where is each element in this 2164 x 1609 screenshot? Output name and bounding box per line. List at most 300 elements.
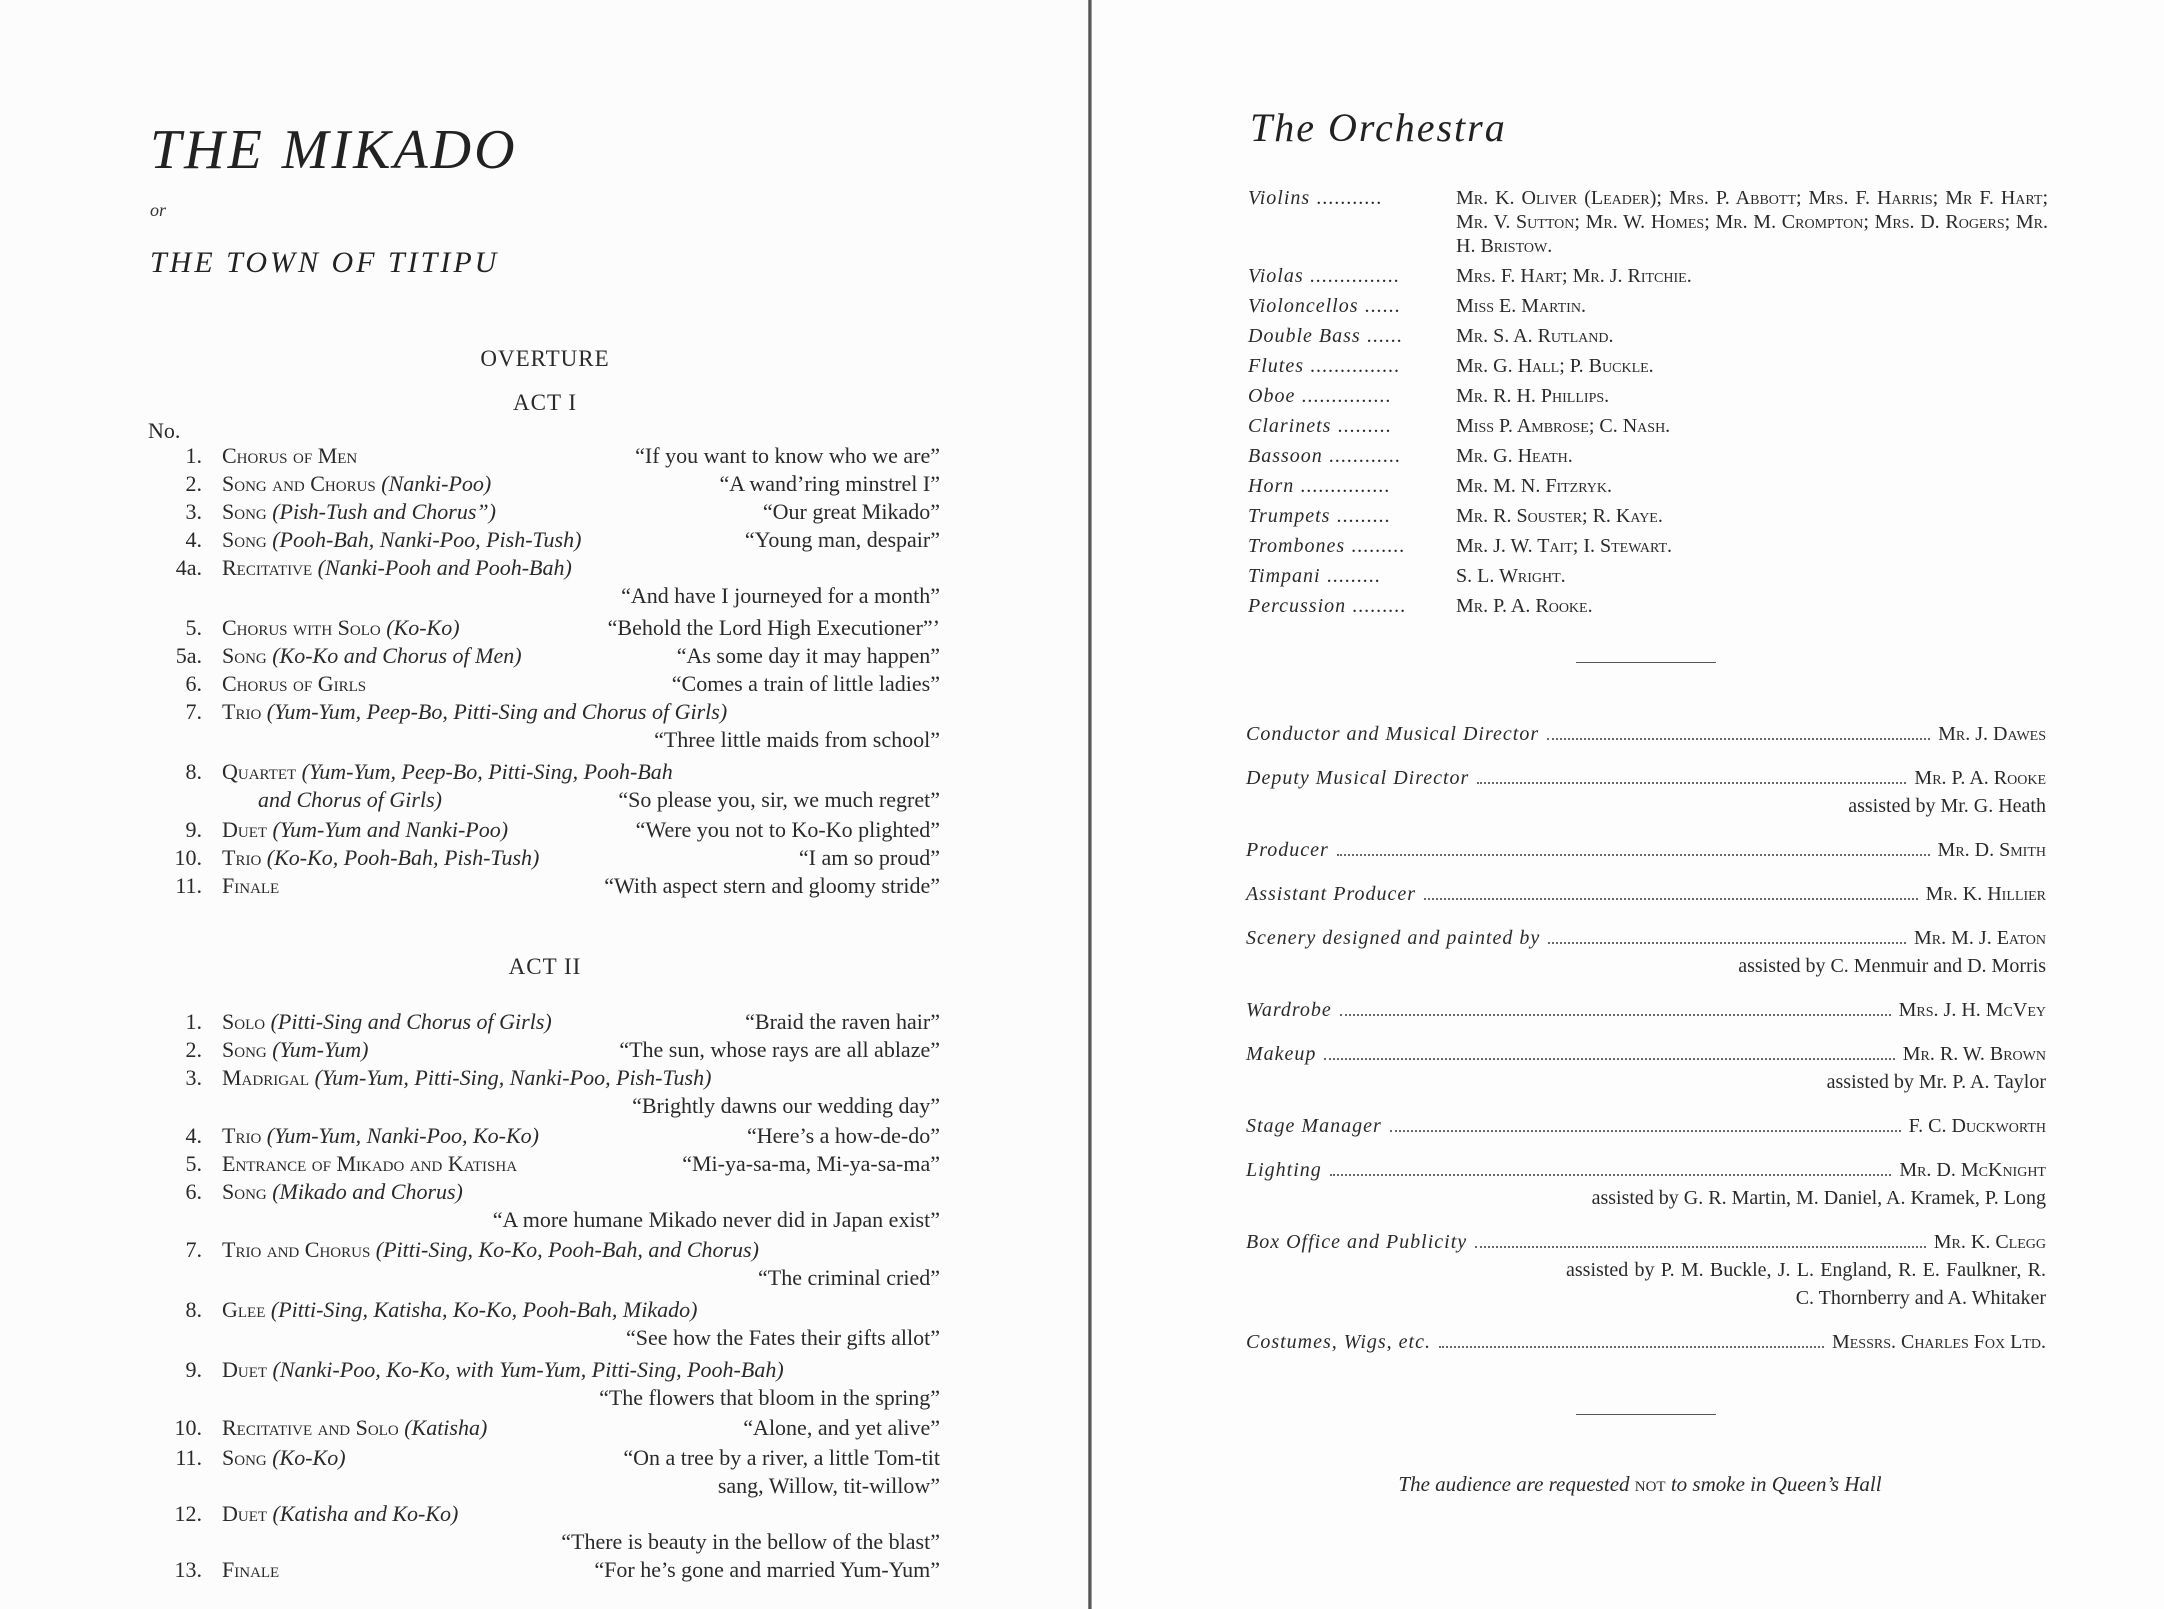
orchestra-section xyxy=(1248,384,1456,408)
credit-entry xyxy=(1246,1156,2046,1212)
orchestra-section xyxy=(1248,186,1456,258)
act1-heading: ACT I xyxy=(513,390,577,415)
item-body xyxy=(222,1150,940,1178)
credit-role: Assistant Producer xyxy=(1246,883,1417,905)
orchestra-title: The Orchestra xyxy=(1250,105,1507,150)
item-description xyxy=(222,1500,458,1528)
item-type: Trio xyxy=(222,845,262,870)
item-body xyxy=(222,1236,940,1292)
item-type: Entrance of Mikado and Katisha xyxy=(222,1151,518,1176)
credit-role: Scenery designed and painted by xyxy=(1246,927,1541,949)
item-body xyxy=(222,470,940,498)
orchestra-section xyxy=(1248,534,1456,558)
item-number: 11. xyxy=(175,1445,202,1470)
item-type: Song xyxy=(222,527,267,552)
item-row xyxy=(222,1528,940,1556)
item-song-title: “As some day it may happen” xyxy=(676,643,940,668)
list-item xyxy=(150,844,940,872)
leader-dots xyxy=(1547,738,1930,740)
list-item xyxy=(150,1150,940,1178)
list-item xyxy=(150,614,940,642)
list-item xyxy=(150,1008,940,1036)
list-item xyxy=(150,1122,940,1150)
section-players: Mr. G. Hall; P. Buckle. xyxy=(1456,355,1654,377)
credit-role: Conductor and Musical Director xyxy=(1246,723,1540,745)
credit-entry xyxy=(1246,1112,2046,1140)
leader-dots xyxy=(1475,1246,1926,1248)
item-number: 6. xyxy=(185,671,202,696)
orchestra-row xyxy=(1248,294,2048,318)
item-song-title: “For he’s gone and married Yum-Yum” xyxy=(594,1557,940,1582)
item-description xyxy=(222,442,357,470)
item-performers: (Pitti-Sing and Chorus of Girls) xyxy=(270,1009,552,1034)
leader-dots xyxy=(1340,1014,1891,1016)
item-number: 11. xyxy=(175,873,202,898)
credit-role: Lighting xyxy=(1246,1159,1322,1181)
item-number: 12. xyxy=(174,1501,202,1526)
item-number: 2. xyxy=(185,1037,202,1062)
smoking-notice xyxy=(1240,1472,2040,1497)
item-description xyxy=(222,642,522,670)
item-type: Madrigal xyxy=(222,1065,310,1090)
item-number: 7. xyxy=(185,1237,202,1262)
credit-entry xyxy=(1246,720,2046,748)
item-number: 7. xyxy=(185,699,202,724)
item-row xyxy=(222,1264,940,1292)
item-number: 1. xyxy=(185,1009,202,1034)
item-number: 4a. xyxy=(175,555,202,580)
credit-line xyxy=(1246,1040,2046,1068)
item-song-title: “A more humane Mikado never did in Japan exist” xyxy=(492,1207,940,1232)
item-description xyxy=(222,670,366,698)
item-description xyxy=(222,1296,697,1324)
credit-role: Makeup xyxy=(1246,1043,1317,1065)
list-item xyxy=(150,758,940,814)
item-performers: (Ko-Ko, Pooh-Bah, Pish-Tush) xyxy=(266,845,540,870)
orchestra-section xyxy=(1248,414,1456,438)
item-type: Chorus of Girls xyxy=(222,671,367,696)
item-song-title: “Alone, and yet alive” xyxy=(743,1415,940,1440)
item-description xyxy=(222,1556,279,1584)
item-number: 5a. xyxy=(175,643,202,668)
item-performers: (Ko-Ko) xyxy=(272,1445,346,1470)
item-row xyxy=(222,1324,940,1352)
item-performers: (Yum-Yum, Pitti-Sing, Nanki-Poo, Pish-Tush) xyxy=(314,1065,712,1090)
item-body xyxy=(222,442,940,470)
item-row xyxy=(222,554,940,582)
orchestra-row xyxy=(1248,324,2048,348)
item-type: Quartet xyxy=(222,759,297,784)
item-number: 5. xyxy=(185,615,202,640)
list-item xyxy=(150,670,940,698)
item-song-title: “Our great Mikado” xyxy=(762,499,940,524)
item-row xyxy=(222,470,940,498)
credit-name: Mr. M. J. Eaton xyxy=(1914,927,2046,949)
item-description xyxy=(222,758,673,786)
item-type: Trio and Chorus xyxy=(222,1237,371,1262)
item-performers: (Pish-Tush and Chorus”) xyxy=(272,499,496,524)
item-description xyxy=(222,698,727,726)
credit-line xyxy=(1246,720,2046,748)
item-song-title: “Three little maids from school” xyxy=(654,727,940,752)
orchestra-row xyxy=(1248,504,2048,528)
orchestra-row xyxy=(1248,264,2048,288)
item-number: 3. xyxy=(185,499,202,524)
orchestra-row xyxy=(1248,564,2048,588)
section-players: Mr. M. N. Fitzryk. xyxy=(1456,475,1613,497)
item-row xyxy=(222,1036,940,1064)
item-row xyxy=(222,1122,940,1150)
credit-entry xyxy=(1246,996,2046,1024)
item-body xyxy=(222,698,940,754)
item-body xyxy=(222,758,940,814)
item-body xyxy=(222,1414,940,1442)
list-item xyxy=(150,1064,940,1120)
item-type: Trio xyxy=(222,1123,262,1148)
item-type: Glee xyxy=(222,1297,266,1322)
item-body xyxy=(222,816,940,844)
credit-line xyxy=(1246,924,2046,952)
leader-dots xyxy=(1337,854,1930,856)
item-description xyxy=(222,498,496,526)
credit-line xyxy=(1246,764,2046,792)
item-body xyxy=(222,614,940,642)
item-description xyxy=(222,526,581,554)
page-title: THE MIKADO xyxy=(150,119,518,181)
orchestra-section xyxy=(1248,324,1456,348)
item-row xyxy=(222,1064,940,1092)
list-item xyxy=(150,442,940,470)
item-number: 10. xyxy=(174,1415,202,1440)
item-row xyxy=(222,726,940,754)
item-body xyxy=(222,844,940,872)
leader-dots: ...... xyxy=(1358,295,1401,317)
orchestra-section xyxy=(1248,594,1456,618)
orchestra-section xyxy=(1248,504,1456,528)
item-row xyxy=(222,872,940,900)
item-row xyxy=(222,1384,940,1412)
section-name: Horn xyxy=(1248,475,1295,497)
item-row xyxy=(222,844,940,872)
item-type: Song xyxy=(222,643,267,668)
item-description xyxy=(222,844,539,872)
orchestra-row xyxy=(1248,354,2048,378)
item-performers: (Nanki-Poo) xyxy=(381,471,492,496)
section-players: S. L. Wright. xyxy=(1456,565,1566,587)
item-type: Duet xyxy=(222,1357,268,1382)
item-body xyxy=(222,670,940,698)
orchestra-row xyxy=(1248,474,2048,498)
credit-assistants: assisted by Mr. G. Heath xyxy=(1848,795,2046,817)
item-number: 5. xyxy=(185,1151,202,1176)
list-item xyxy=(150,1296,940,1352)
notice-text-end: to smoke in Queen’s Hall xyxy=(1665,1472,1882,1496)
credit-entry xyxy=(1246,1040,2046,1096)
item-body xyxy=(222,554,940,610)
leader-dots: ......... xyxy=(1330,505,1391,527)
item-type: Chorus of Men xyxy=(222,443,358,468)
item-type: Recitative and Solo xyxy=(222,1415,399,1440)
credit-name: Mr. D. Smith xyxy=(1937,839,2046,861)
leader-dots: ......... xyxy=(1345,535,1406,557)
orchestra-section xyxy=(1248,264,1456,288)
overture-heading: OVERTURE xyxy=(480,346,610,371)
section-name: Clarinets xyxy=(1248,415,1332,437)
credit-role: Wardrobe xyxy=(1246,999,1332,1021)
list-item xyxy=(150,1500,940,1556)
item-row xyxy=(222,642,940,670)
item-description xyxy=(222,1356,784,1384)
item-description xyxy=(222,872,279,900)
list-item xyxy=(150,1036,940,1064)
item-description xyxy=(222,1178,463,1206)
act1-list xyxy=(150,442,940,900)
item-performers: (Pooh-Bah, Nanki-Poo, Pish-Tush) xyxy=(272,527,582,552)
item-type: Trio xyxy=(222,699,262,724)
item-song-title: “The criminal cried” xyxy=(757,1265,940,1290)
item-song-title: “So please you, sir, we much regret” xyxy=(618,787,940,812)
item-row xyxy=(222,1236,940,1264)
credit-name: Mr. J. Dawes xyxy=(1938,723,2046,745)
item-song-title: “With aspect stern and gloomy stride” xyxy=(604,873,940,898)
item-number: 2. xyxy=(185,471,202,496)
item-row xyxy=(222,498,940,526)
credit-role: Stage Manager xyxy=(1246,1115,1382,1137)
section-players: Mr. S. A. Rutland. xyxy=(1456,325,1614,347)
section-name: Trumpets xyxy=(1248,505,1331,527)
leader-dots: ............... xyxy=(1295,385,1392,407)
item-type: Duet xyxy=(222,817,268,842)
item-song-title: “Mi-ya-sa-ma, Mi-ya-sa-ma” xyxy=(682,1151,940,1176)
item-performers: (Ko-Ko and Chorus of Men) xyxy=(272,643,522,668)
item-song-title: “The sun, whose rays are all ablaze” xyxy=(619,1037,940,1062)
item-row xyxy=(222,1414,940,1442)
credit-assistants: assisted by G. R. Martin, M. Daniel, A. Kramek, P. Long xyxy=(1591,1187,2046,1209)
item-type: Song xyxy=(222,1445,267,1470)
leader-dots: ......... xyxy=(1320,565,1381,587)
item-body xyxy=(222,1500,940,1556)
item-performers: (Pitti-Sing, Katisha, Ko-Ko, Pooh-Bah, Mikado) xyxy=(270,1297,698,1322)
credit-entry xyxy=(1246,836,2046,864)
credit-role: Box Office and Publicity xyxy=(1246,1231,1468,1253)
item-performers: (Katisha) xyxy=(404,1415,488,1440)
credit-line xyxy=(1246,1112,2046,1140)
leader-dots xyxy=(1324,1058,1894,1060)
item-song-title: “Braid the raven hair” xyxy=(745,1009,940,1034)
section-players: Mr. R. Souster; R. Kaye. xyxy=(1456,505,1663,527)
subtitle: THE TOWN OF TITIPU xyxy=(150,246,500,279)
orchestra-section xyxy=(1248,474,1456,498)
section-name: Timpani xyxy=(1248,565,1321,587)
orchestra-section xyxy=(1248,294,1456,318)
leader-dots: ...... xyxy=(1360,325,1403,347)
item-row xyxy=(222,1178,940,1206)
item-number: 9. xyxy=(185,817,202,842)
item-number: 8. xyxy=(185,1297,202,1322)
credit-role: Producer xyxy=(1246,839,1329,861)
item-row xyxy=(222,1296,940,1324)
item-type: Chorus with Solo xyxy=(222,615,381,640)
credit-assistants: assisted by Mr. P. A. Taylor xyxy=(1826,1071,2046,1093)
item-performers: (Yum-Yum, Nanki-Poo, Ko-Ko) xyxy=(266,1123,539,1148)
item-body xyxy=(222,1008,940,1036)
item-number: 6. xyxy=(185,1179,202,1204)
item-row xyxy=(222,786,940,814)
list-item xyxy=(150,1444,940,1500)
item-song-title: “A wand’ring minstrel I” xyxy=(719,471,940,496)
notice-text: The audience are requested xyxy=(1398,1472,1635,1496)
section-players: Mrs. F. Hart; Mr. J. Ritchie. xyxy=(1456,265,1692,287)
credit-entry xyxy=(1246,880,2046,908)
section-name: Bassoon xyxy=(1248,445,1323,467)
item-type: Duet xyxy=(222,1501,268,1526)
item-description xyxy=(222,1008,552,1036)
orchestra-list xyxy=(1248,186,2048,624)
credit-name: Mr. R. W. Brown xyxy=(1902,1043,2046,1065)
item-song-title: “See how the Fates their gifts allot” xyxy=(625,1325,940,1350)
item-song-title: “And have I journeyed for a month” xyxy=(621,583,940,608)
item-row xyxy=(222,1356,940,1384)
item-type: Finale xyxy=(222,1557,280,1582)
item-body xyxy=(222,1178,940,1234)
credit-name: Messrs. Charles Fox Ltd. xyxy=(1831,1331,2046,1353)
section-name: Violoncellos xyxy=(1248,295,1359,317)
list-item xyxy=(150,1414,940,1442)
orchestra-row xyxy=(1248,186,2048,258)
item-number: 3. xyxy=(185,1065,202,1090)
item-body xyxy=(222,642,940,670)
list-item xyxy=(150,554,940,610)
credit-name: Mr. P. A. Rooke xyxy=(1914,767,2046,789)
item-performers: (Nanki-Pooh and Pooh-Bah) xyxy=(317,555,572,580)
notice-emphasis: not xyxy=(1634,1472,1666,1496)
item-performers: (Katisha and Ko-Ko) xyxy=(272,1501,459,1526)
item-performers: (Mikado and Chorus) xyxy=(272,1179,463,1204)
orchestra-section xyxy=(1248,444,1456,468)
item-row xyxy=(222,1500,940,1528)
list-item xyxy=(150,1178,940,1234)
item-body xyxy=(222,1122,940,1150)
leader-dots xyxy=(1548,942,1906,944)
item-performers: (Yum-Yum, Peep-Bo, Pitti-Sing, Pooh-Bah xyxy=(301,759,673,784)
item-row xyxy=(222,1092,940,1120)
credit-line xyxy=(1246,1156,2046,1184)
item-performers: (Ko-Ko) xyxy=(386,615,460,640)
credit-name: Mrs. J. H. McVey xyxy=(1898,999,2046,1021)
leader-dots xyxy=(1390,1130,1901,1132)
credit-entry xyxy=(1246,764,2046,820)
list-item xyxy=(150,698,940,754)
section-players: Mr. K. Oliver (Leader); Mrs. P. Abbott; Mrs. F. Harris; Mr F. Hart; Mr. V. Sutton; Mr. W. Homes; Mr. M. Crompton; Mrs. D. Rogers; Mr. H. Bristow. xyxy=(1456,187,2048,257)
item-performers: (Nanki-Poo, Ko-Ko, with Yum-Yum, Pitti-Sing, Pooh-Bah) xyxy=(272,1357,784,1382)
item-type: Recitative xyxy=(222,555,313,580)
credit-name: Mr. D. McKnight xyxy=(1899,1159,2046,1181)
leader-dots: ......... xyxy=(1331,415,1392,437)
leader-dots xyxy=(1330,1174,1892,1176)
orchestra-section xyxy=(1248,564,1456,588)
item-song-title: “Behold the Lord High Executioner”’ xyxy=(607,615,940,640)
item-body xyxy=(222,872,940,900)
section-players: Mr. P. A. Rooke. xyxy=(1456,595,1593,617)
section-name: Percussion xyxy=(1248,595,1347,617)
list-item xyxy=(150,498,940,526)
item-row xyxy=(222,816,940,844)
credit-assistants: assisted by P. M. Buckle, J. L. England, R. E. Faulkner, R. C. Thornberry and A. Whitaker xyxy=(1566,1259,2046,1309)
item-description xyxy=(222,554,572,582)
item-performers: (Pitti-Sing, Ko-Ko, Pooh-Bah, and Chorus) xyxy=(375,1237,759,1262)
credit-line xyxy=(1246,1228,2046,1256)
item-number: 9. xyxy=(185,1357,202,1382)
item-body xyxy=(222,526,940,554)
list-item xyxy=(150,526,940,554)
section-players: Mr. J. W. Tait; I. Stewart. xyxy=(1456,535,1673,557)
item-song-title: “On a tree by a river, a little Tom-tit sang, Willow, tit-willow” xyxy=(623,1445,940,1498)
item-body xyxy=(222,1556,940,1584)
credit-entry xyxy=(1246,1228,2046,1312)
item-number: 1. xyxy=(185,443,202,468)
item-number: 8. xyxy=(185,759,202,784)
item-performers: and Chorus of Girls) xyxy=(258,787,442,812)
item-row xyxy=(222,1444,940,1500)
item-song-title: “There is beauty in the bellow of the blast” xyxy=(561,1529,940,1554)
credit-line xyxy=(1246,1328,2046,1356)
item-song-title: “Brightly dawns our wedding day” xyxy=(632,1093,940,1118)
leader-dots: ............ xyxy=(1322,445,1401,467)
orchestra-row xyxy=(1248,594,2048,618)
item-row xyxy=(222,1556,940,1584)
item-song-title: “Here’s a how-de-do” xyxy=(746,1123,940,1148)
item-number: 13. xyxy=(174,1557,202,1582)
orchestra-row xyxy=(1248,444,2048,468)
section-players: Miss E. Martin. xyxy=(1456,295,1586,317)
item-body xyxy=(222,498,940,526)
credit-line xyxy=(1246,880,2046,908)
item-song-title: “I am so proud” xyxy=(798,845,940,870)
item-description xyxy=(222,816,508,844)
item-row xyxy=(222,1150,940,1178)
item-row xyxy=(222,1206,940,1234)
item-description xyxy=(222,470,491,498)
leader-dots: ......... xyxy=(1346,595,1407,617)
item-description xyxy=(222,1150,517,1178)
act2-heading: ACT II xyxy=(508,954,582,979)
item-type: Song xyxy=(222,1179,267,1204)
credit-role: Deputy Musical Director xyxy=(1246,767,1470,789)
item-body xyxy=(222,1036,940,1064)
credit-role: Costumes, Wigs, etc. xyxy=(1246,1331,1431,1353)
orchestra-row xyxy=(1248,534,2048,558)
item-row xyxy=(222,1008,940,1036)
item-performers: (Yum-Yum, Peep-Bo, Pitti-Sing and Chorus of Girls) xyxy=(266,699,728,724)
leader-dots: ........... xyxy=(1310,187,1383,209)
credits-list xyxy=(1246,720,2046,1372)
item-description xyxy=(222,1064,711,1092)
section-players: Mr. G. Heath. xyxy=(1456,445,1573,467)
item-description xyxy=(222,1122,539,1150)
item-type: Finale xyxy=(222,873,280,898)
item-type: Song xyxy=(222,1037,267,1062)
credit-entry xyxy=(1246,924,2046,980)
section-name: Flutes xyxy=(1248,355,1304,377)
credit-assistants: assisted by C. Menmuir and D. Morris xyxy=(1738,955,2046,977)
item-row xyxy=(222,758,940,786)
section-name: Trombones xyxy=(1248,535,1346,557)
section-name: Double Bass xyxy=(1248,325,1361,347)
item-body xyxy=(222,1064,940,1120)
list-item xyxy=(150,470,940,498)
item-description xyxy=(222,1444,346,1500)
item-body xyxy=(222,1356,940,1412)
